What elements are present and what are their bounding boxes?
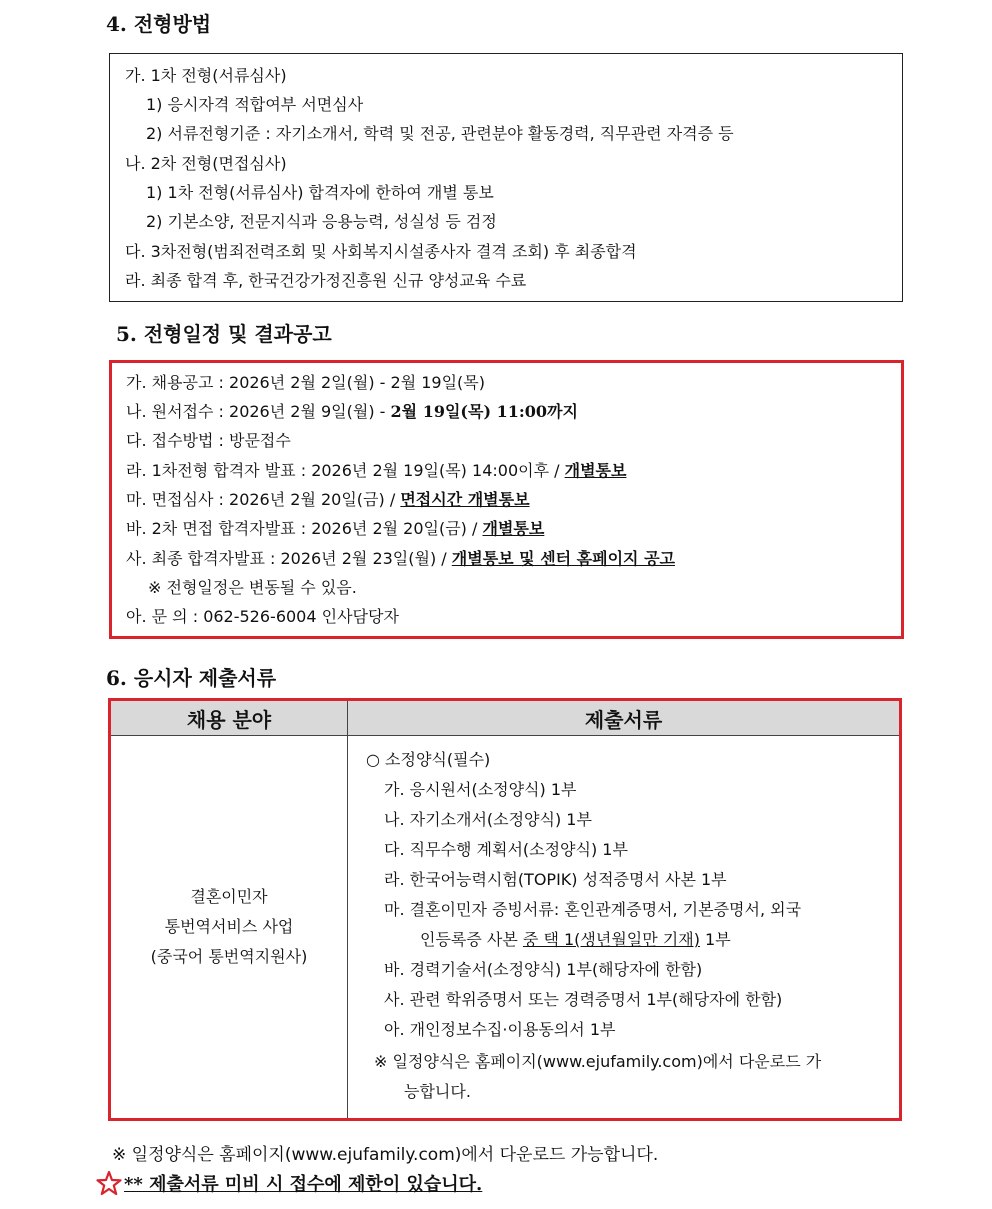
schedule-row: 바. 2차 면접 합격자발표 : 2026년 2월 20일(금) / 개별통보	[126, 519, 545, 538]
doc-item: 사. 관련 학위증명서 또는 경력증명서 1부(해당자에 한함)	[384, 990, 783, 1009]
field-line: 결혼이민자	[190, 887, 268, 906]
schedule-row: 사. 최종 합격자발표 : 2026년 2월 23일(월) / 개별통보 및 센터 홈페이지 공고	[126, 549, 675, 568]
doc-item: 바. 경력기술서(소정양식) 1부(해당자에 한함)	[384, 960, 703, 979]
field-cell	[110, 736, 348, 1120]
column-header-documents: 제출서류	[348, 700, 901, 736]
s4-item: 다. 3차전형(범죄전력조회 및 사회복지시설종사자 결격 조회) 후 최종합격	[125, 242, 637, 261]
s4-item: 가. 1차 전형(서류심사)	[125, 66, 287, 85]
documents-cell	[348, 736, 901, 1120]
doc-item: 인등록증 사본 중 택 1(생년월일만 기재) 1부	[420, 930, 731, 949]
s4-item: 2) 기본소양, 전문지식과 응용능력, 성실성 등 검정	[146, 212, 497, 231]
footer-warning	[96, 1170, 482, 1196]
field-line: (중국어 통번역지원사)	[150, 947, 308, 966]
schedule-row: 마. 면접심사 : 2026년 2월 20일(금) / 면접시간 개별통보	[126, 490, 530, 509]
section-5-heading: 5. 전형일정 및 결과공고	[116, 322, 332, 346]
section-4-heading: 4. 전형방법	[106, 12, 212, 36]
s4-item: 1) 1차 전형(서류심사) 합격자에 한하여 개별 통보	[146, 183, 494, 202]
schedule-row: 가. 채용공고 : 2026년 2월 2일(월) - 2월 19일(목)	[126, 373, 485, 392]
s4-item: 1) 응시자격 적합여부 서면심사	[146, 95, 364, 114]
doc-item: 라. 한국어능력시험(TOPIK) 성적증명서 사본 1부	[384, 870, 727, 889]
doc-item: 아. 개인정보수집·이용동의서 1부	[384, 1020, 616, 1039]
s4-item: 2) 서류전형기준 : 자기소개서, 학력 및 전공, 관련분야 활동경력, 직무관련 자격증 등	[146, 124, 734, 143]
section-6-heading: 6. 응시자 제출서류	[106, 666, 277, 690]
table-header-row	[110, 700, 901, 736]
s4-item: 나. 2차 전형(면접심사)	[125, 154, 287, 173]
schedule-row: 나. 원서접수 : 2026년 2월 9일(월) - 2월 19일(목) 11:00까지	[126, 402, 578, 421]
schedule-row: 라. 1차전형 합격자 발표 : 2026년 2월 19일(목) 14:00이후 / 개별통보	[126, 461, 627, 480]
footer-warning-text: ** 제출서류 미비 시 접수에 제한이 있습니다.	[124, 1174, 483, 1195]
section-4-box	[109, 53, 903, 302]
doc-item: 가. 응시원서(소정양식) 1부	[384, 780, 577, 799]
documents-table	[108, 698, 902, 1121]
doc-item: 마. 결혼이민자 증빙서류: 혼인관계증명서, 기본증명서, 외국	[384, 900, 802, 919]
schedule-row: 다. 접수방법 : 방문접수	[126, 431, 291, 450]
s4-item: 라. 최종 합격 후, 한국건강가정진흥원 신규 양성교육 수료	[125, 271, 527, 290]
doc-item: 나. 자기소개서(소정양식) 1부	[384, 810, 592, 829]
section-5-box	[109, 360, 904, 639]
doc-note: 능합니다.	[404, 1082, 471, 1101]
doc-item: 다. 직무수행 계획서(소정양식) 1부	[384, 840, 628, 859]
column-header-field: 채용 분야	[110, 700, 348, 736]
table-row	[110, 736, 901, 1120]
field-line: 통번역서비스 사업	[164, 917, 294, 936]
schedule-note: ※ 전형일정은 변동될 수 있음.	[148, 578, 357, 597]
footer-note: ※ 일정양식은 홈페이지(www.ejufamily.com)에서 다운로드 가능합니다.	[112, 1145, 659, 1165]
doc-note: ※ 일정양식은 홈페이지(www.ejufamily.com)에서 다운로드 가	[374, 1052, 822, 1071]
star-icon	[96, 1170, 122, 1196]
doc-item: ○ 소정양식(필수)	[366, 750, 491, 769]
schedule-row: 아. 문 의 : 062-526-6004 인사담당자	[126, 607, 399, 626]
